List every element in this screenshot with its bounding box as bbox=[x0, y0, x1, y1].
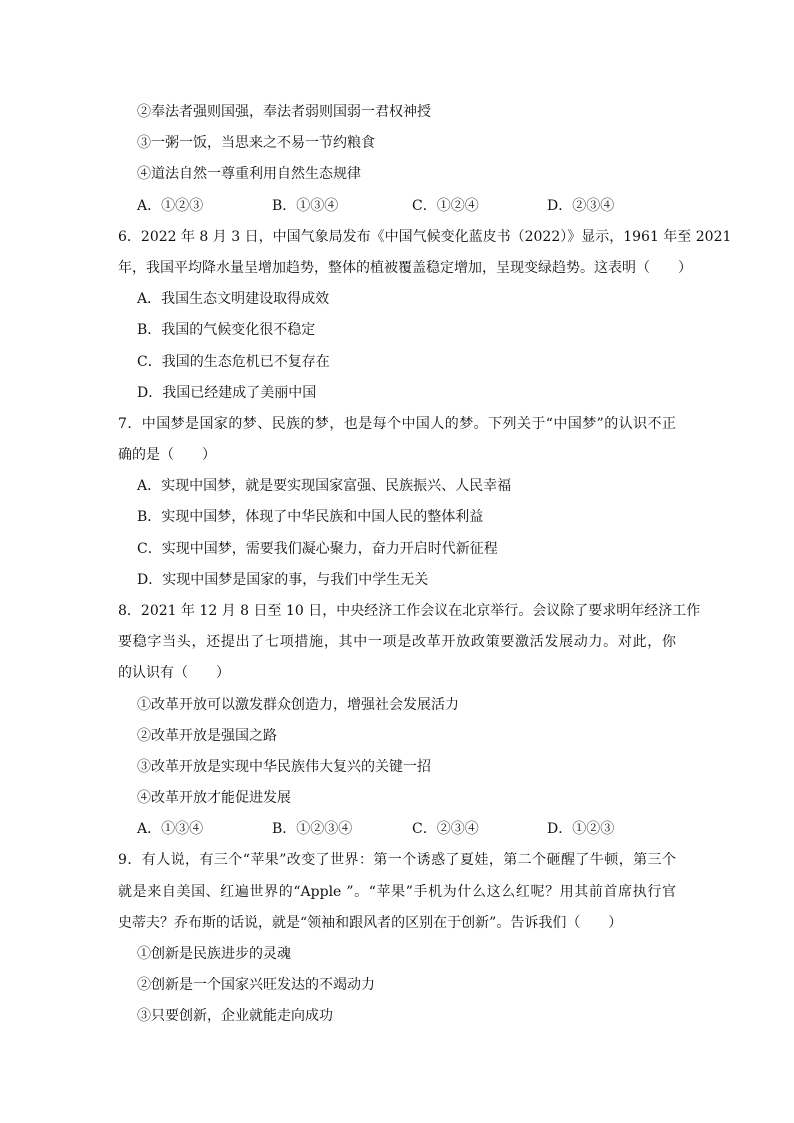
q9-item-3: ③只要创新，企业就能走向成功 bbox=[137, 1008, 333, 1024]
q8-option-b[interactable]: B．①②③④ bbox=[272, 821, 353, 837]
q9-stem-line-1: 9．有人说，有三个“苹果”改变了世界：第一个诱惑了夏娃，第二个砸醒了牛顿，第三个 bbox=[118, 852, 676, 868]
q8-stem-line-2: 要稳字当头，还提出了七项措施，其中一项是改革开放政策要激活发展动力。对此，你 bbox=[118, 634, 676, 650]
q7-option-a[interactable]: A．实现中国梦，就是要实现国家富强、民族振兴、人民幸福 bbox=[137, 478, 512, 494]
q6-stem-line-1: 6．2022 年 8 月 3 日，中国气象局发布《中国气候变化蓝皮书（2022）》显示，1961 年至 2021 bbox=[118, 229, 732, 245]
q9-stem-line-3: 史蒂夫？乔布斯的话说，就是“领袖和跟风者的区别在于创新”。告诉我们（ ） bbox=[118, 915, 623, 931]
q8-option-c[interactable]: C．②③④ bbox=[412, 821, 479, 837]
q6-option-d[interactable]: D．我国已经建成了美丽中国 bbox=[137, 385, 317, 401]
q7-option-b[interactable]: B．实现中国梦，体现了中华民族和中国人民的整体利益 bbox=[137, 509, 484, 525]
q6-stem-line-2: 年，我国平均降水量呈增加趋势，整体的植被覆盖稳定增加，呈现变绿趋势。这表明（ ） bbox=[118, 260, 692, 276]
q6-option-a[interactable]: A．我国生态文明建设取得成效 bbox=[137, 291, 330, 307]
q9-item-1: ①创新是民族进步的灵魂 bbox=[137, 946, 291, 962]
q8-option-a[interactable]: A．①③④ bbox=[137, 821, 204, 837]
q5-item-3: ③一粥一饭，当思来之不易一节约粮食 bbox=[137, 135, 375, 151]
q8-option-d[interactable]: D．①②③ bbox=[547, 821, 615, 837]
q5-option-c[interactable]: C．①②④ bbox=[412, 198, 479, 214]
q8-item-1: ①改革开放可以激发群众创造力，增强社会发展活力 bbox=[137, 697, 459, 713]
q5-item-4: ④道法自然一尊重利用自然生态规律 bbox=[137, 166, 361, 182]
q5-option-a[interactable]: A．①②③ bbox=[137, 198, 204, 214]
q8-item-4: ④改革开放才能促进发展 bbox=[137, 790, 291, 806]
q5-option-d[interactable]: D．②③④ bbox=[547, 198, 615, 214]
q7-stem-line-1: 7．中国梦是国家的梦、民族的梦，也是每个中国人的梦。下列关于“中国梦”的认识不正 bbox=[118, 416, 676, 432]
q6-option-c[interactable]: C．我国的生态危机已不复存在 bbox=[137, 354, 330, 370]
q8-item-2: ②改革开放是强国之路 bbox=[137, 728, 277, 744]
q5-option-b[interactable]: B．①③④ bbox=[272, 198, 339, 214]
q7-stem-line-2: 确的是（ ） bbox=[118, 447, 216, 463]
q9-item-2: ②创新是一个国家兴旺发达的不竭动力 bbox=[137, 977, 375, 993]
q6-option-b[interactable]: B．我国的气候变化很不稳定 bbox=[137, 322, 316, 338]
q8-item-3: ③改革开放是实现中华民族伟大复兴的关键一招 bbox=[137, 759, 431, 775]
q8-stem-line-1: 8．2021 年 12 月 8 日至 10 日，中央经济工作会议在北京举行。会议除了要求明年经济工作 bbox=[118, 603, 701, 619]
q7-option-c[interactable]: C．实现中国梦，需要我们凝心聚力，奋力开启时代新征程 bbox=[137, 541, 498, 557]
q7-option-d[interactable]: D．实现中国梦是国家的事，与我们中学生无关 bbox=[137, 572, 429, 588]
q8-stem-line-3: 的认识有（ ） bbox=[118, 665, 230, 681]
q9-stem-line-2: 就是来自美国、红遍世界的“Apple ”。“苹果”手机为什么这么红呢？用其前首席执行官 bbox=[118, 884, 676, 900]
q5-item-2: ②奉法者强则国强，奉法者弱则国弱一君权神授 bbox=[137, 104, 431, 120]
